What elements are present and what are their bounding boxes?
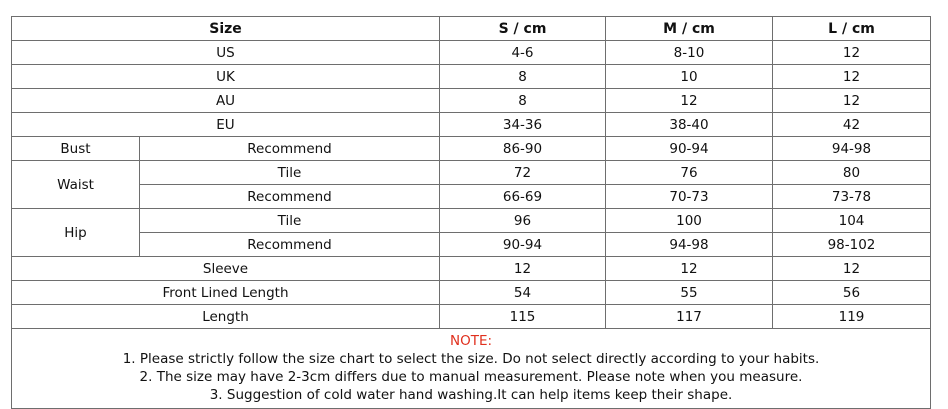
cell-m: 55 [606, 281, 773, 305]
group-label-bust: Bust [12, 137, 140, 161]
table-row [12, 305, 931, 329]
note-line-3: 3. Suggestion of cold water hand washing.It can help items keep their shape. [209, 387, 733, 403]
table-row [12, 89, 931, 113]
cell-l: 80 [773, 161, 931, 185]
cell-l: 94-98 [773, 137, 931, 161]
cell-l: 12 [773, 89, 931, 113]
cell-m: 12 [606, 89, 773, 113]
header-m: M / cm [606, 17, 773, 41]
cell-m: 10 [606, 65, 773, 89]
table-row [12, 257, 931, 281]
cell-s: 8 [440, 89, 606, 113]
sub-label: Recommend [140, 185, 440, 209]
cell-m: 100 [606, 209, 773, 233]
cell-m: 94-98 [606, 233, 773, 257]
sub-label: Recommend [140, 137, 440, 161]
cell-m: 8-10 [606, 41, 773, 65]
cell-s: 12 [440, 257, 606, 281]
cell-l: 42 [773, 113, 931, 137]
row-label: Length [12, 305, 440, 329]
note-line-1: 1. Please strictly follow the size chart to select the size. Do not select directly according to your habits. [122, 351, 820, 367]
table-row [12, 233, 931, 257]
row-label: UK [12, 65, 440, 89]
cell-m: 12 [606, 257, 773, 281]
header-s: S / cm [440, 17, 606, 41]
cell-s: 66-69 [440, 185, 606, 209]
row-label: US [12, 41, 440, 65]
table-row [12, 185, 931, 209]
cell-l: 12 [773, 41, 931, 65]
cell-m: 117 [606, 305, 773, 329]
cell-s: 34-36 [440, 113, 606, 137]
row-label: Sleeve [12, 257, 440, 281]
cell-m: 90-94 [606, 137, 773, 161]
sub-label: Tile [140, 209, 440, 233]
cell-s: 96 [440, 209, 606, 233]
row-label: Front Lined Length [12, 281, 440, 305]
group-label-waist: Waist [12, 161, 140, 209]
cell-s: 72 [440, 161, 606, 185]
cell-m: 70-73 [606, 185, 773, 209]
size-chart [11, 16, 931, 409]
cell-s: 86-90 [440, 137, 606, 161]
cell-l: 12 [773, 257, 931, 281]
cell-m: 38-40 [606, 113, 773, 137]
cell-s: 4-6 [440, 41, 606, 65]
notes-row [12, 329, 931, 409]
row-label: EU [12, 113, 440, 137]
cell-l: 119 [773, 305, 931, 329]
table-row [12, 137, 931, 161]
header-row [12, 17, 931, 41]
cell-l: 98-102 [773, 233, 931, 257]
note-line-2: 2. The size may have 2-3cm differs due to manual measurement. Please note when you measure. [139, 369, 803, 385]
cell-l: 104 [773, 209, 931, 233]
header-l: L / cm [773, 17, 931, 41]
cell-s: 90-94 [440, 233, 606, 257]
sub-label: Tile [140, 161, 440, 185]
note-title: NOTE: [449, 333, 493, 349]
table-row [12, 41, 931, 65]
table-row [12, 65, 931, 89]
size-table [11, 16, 931, 409]
notes-cell [12, 329, 931, 409]
sub-label: Recommend [140, 233, 440, 257]
cell-l: 73-78 [773, 185, 931, 209]
cell-l: 56 [773, 281, 931, 305]
group-label-hip: Hip [12, 209, 140, 257]
table-row [12, 281, 931, 305]
table-row [12, 113, 931, 137]
cell-s: 54 [440, 281, 606, 305]
cell-s: 115 [440, 305, 606, 329]
cell-s: 8 [440, 65, 606, 89]
header-size: Size [12, 17, 440, 41]
cell-l: 12 [773, 65, 931, 89]
cell-m: 76 [606, 161, 773, 185]
row-label: AU [12, 89, 440, 113]
table-row [12, 209, 931, 233]
table-row [12, 161, 931, 185]
